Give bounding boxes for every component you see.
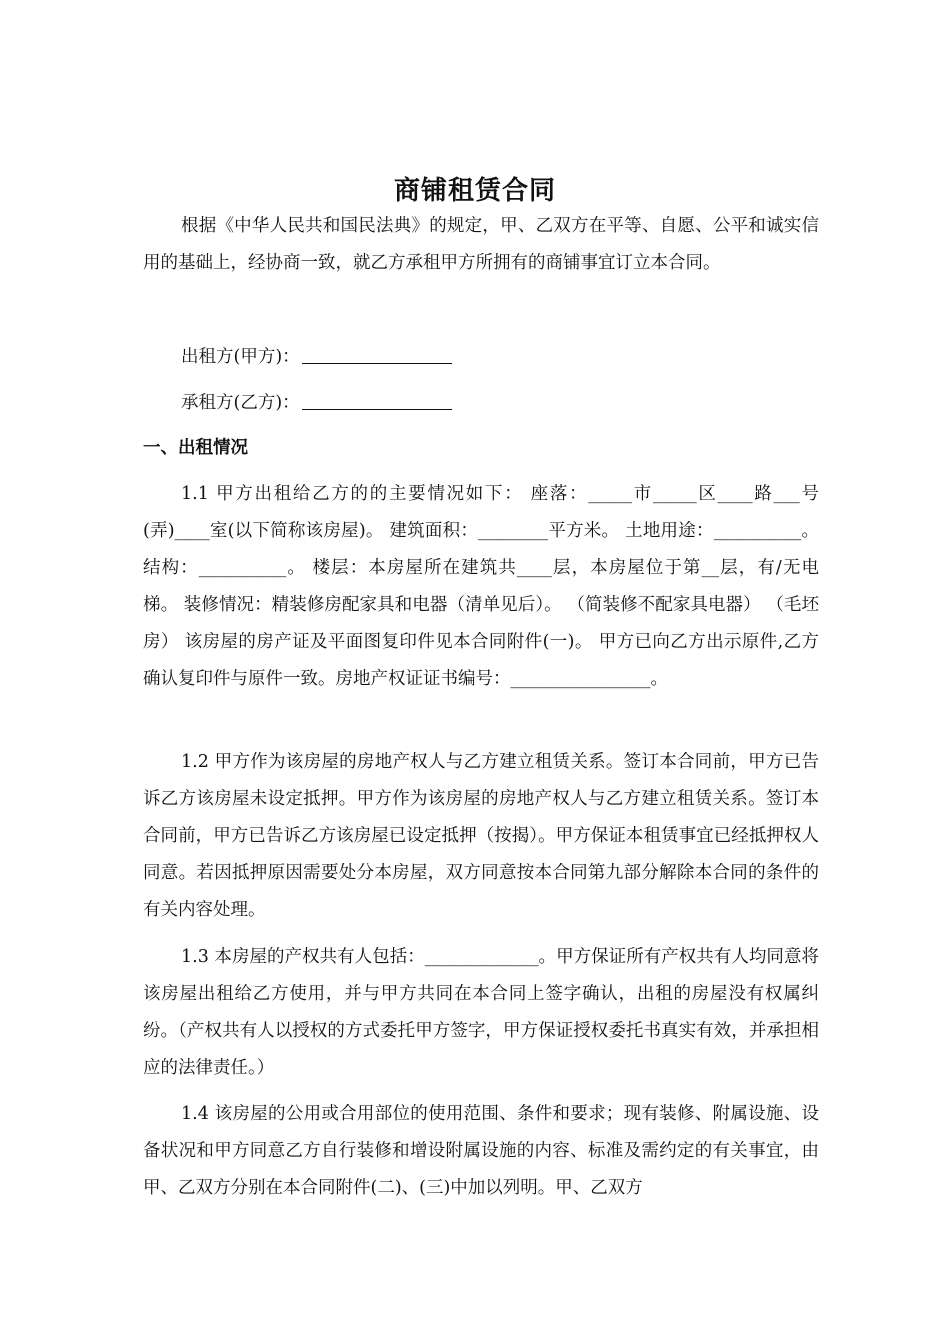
lessor-label: 出租方(甲方)： [181, 347, 300, 367]
clause-1-3: 1.3 本房屋的产权共有人包括：_____________。甲方保证所有产权共有人均同意将该房屋出租给乙方使用，并与甲方共同在本合同上签字确认，出租的房屋没有权属纠纷。（产权共有人以授权的方式委托甲方签字，甲方保证授权委托书真实有效，并承担相应的法律责任。） [143, 947, 819, 1078]
lessor-line [181, 342, 452, 372]
intro-paragraph: 根据《中华人民共和国民法典》的规定，甲、乙双方在平等、自愿、公平和诚实信用的基础上，经协商一致，就乙方承租甲方所拥有的商铺事宜订立本合同。 [143, 216, 819, 273]
clause-1-4: 1.4 该房屋的公用或合用部位的使用范围、条件和要求；现有装修、附属设施、设备状况和甲方同意乙方自行装修和增设附属设施的内容、标准及需约定的有关事宜，由甲、乙双方分别在本合同附件(二)、(三)中加以列明。甲、乙双方 [143, 1104, 819, 1198]
section-heading: 一、出租情况 [143, 438, 248, 458]
clause-1-1: 1.1 甲方出租给乙方的的主要情况如下： 座落：_____市_____区____路___号(弄)____室(以下简称该房屋)。 建筑面积：________平方米。 土地用途：__________。 结构：__________。 楼层：本房屋所在建筑共____层，本房屋位于第__层，有/无电梯。 装修情况：精装修房配家具和电器（清单见后）。 （简装修不配家具电器） （毛坯房） 该房屋的房产证及平面图复印件见本合同附件(一)。 甲方已向乙方出示原件,乙方确认复印件与原件一致。房地产权证证书编号：________________。 [143, 484, 819, 689]
document-title: 商铺租赁合同 [393, 176, 556, 206]
lessee-line [181, 388, 452, 418]
lessor-signature-blank [302, 343, 452, 364]
lessee-label: 承租方(乙方)： [181, 393, 300, 413]
lessee-signature-blank [302, 389, 452, 410]
clause-1-2: 1.2 甲方作为该房屋的房地产权人与乙方建立租赁关系。签订本合同前，甲方已告诉乙方该房屋未设定抵押。甲方作为该房屋的房地产权人与乙方建立租赁关系。签订本合同前，甲方已告诉乙方该房屋已设定抵押（按揭）。甲方保证本租赁事宜已经抵押权人同意。若因抵押原因需要处分本房屋，双方同意按本合同第九部分解除本合同的条件的有关内容处理。 [143, 752, 819, 920]
